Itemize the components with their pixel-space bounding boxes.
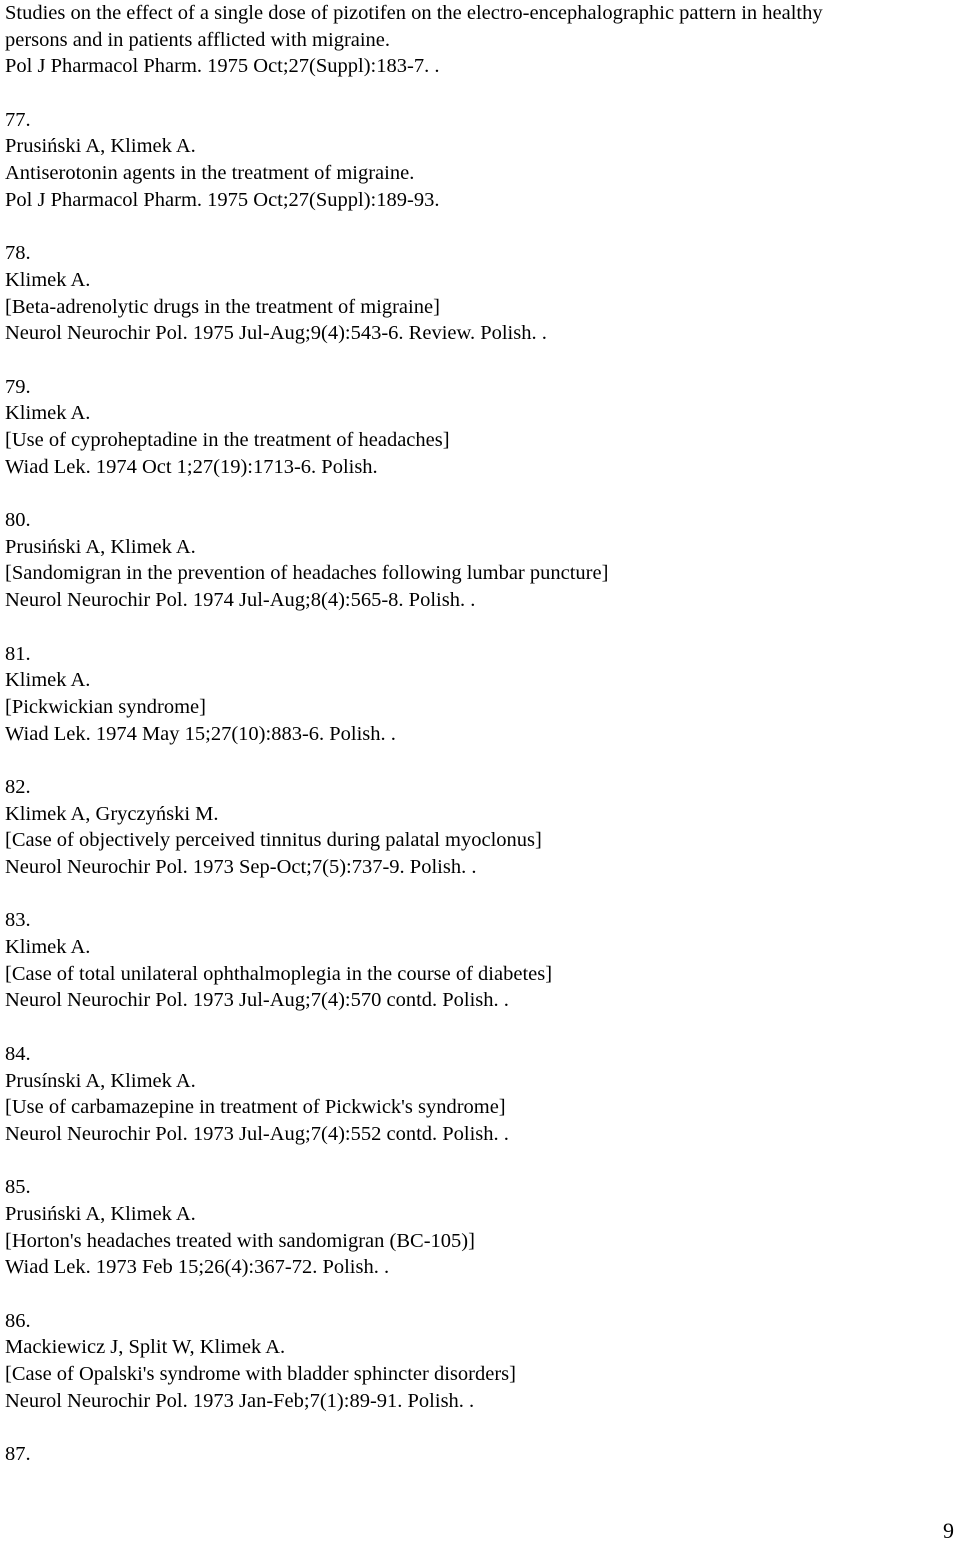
reference-entry: [5, 240, 955, 347]
reference-citation: Neurol Neurochir Pol. 1973 Sep-Oct;7(5):737-9. Polish. .: [5, 856, 477, 878]
reference-title: [Horton's headaches treated with sandomigran (BC-105)]: [5, 1229, 475, 1252]
reference-authors: Prusiński A, Klimek A.: [5, 135, 196, 158]
reference-authors: Klimek A.: [5, 268, 91, 291]
reference-authors: Prusínski A, Klimek A.: [5, 1069, 196, 1092]
reference-citation: Neurol Neurochir Pol. 1973 Jan-Feb;7(1):89-91. Polish. .: [5, 1389, 475, 1412]
reference-number: 84.: [5, 1042, 31, 1065]
reference-authors: Klimek A.: [5, 936, 91, 959]
reference-number: 79.: [5, 375, 31, 398]
reference-citation: Pol J Pharmacol Pharm. 1975 Oct;27(Suppl):183-7. .: [5, 55, 440, 78]
reference-number: 87.: [5, 1443, 31, 1466]
reference-entry: [5, 774, 955, 881]
reference-number: 86.: [5, 1309, 31, 1332]
reference-title: [Beta-adrenolytic drugs in the treatment of migraine]: [5, 295, 440, 318]
reference-entry: [5, 107, 955, 214]
reference-authors: Prusiński A, Klimek A.: [5, 1202, 196, 1225]
reference-entry-continued: [5, 0, 955, 80]
reference-number: 77.: [5, 108, 31, 131]
reference-entry: [5, 641, 955, 748]
reference-entry: [5, 1041, 955, 1148]
reference-title: [Sandomigran in the prevention of headaches following lumbar puncture]: [5, 562, 609, 585]
reference-citation: Pol J Pharmacol Pharm. 1975 Oct;27(Suppl):189-93.: [5, 188, 440, 211]
reference-authors: Klimek A.: [5, 669, 91, 692]
reference-entry: [5, 1174, 955, 1281]
page-number: 9: [943, 1518, 954, 1543]
reference-number: 78.: [5, 242, 31, 265]
reference-number: 81.: [5, 642, 31, 665]
reference-title: [Use of cyproheptadine in the treatment of headaches]: [5, 429, 450, 451]
reference-list: [5, 0, 955, 1468]
reference-citation: Neurol Neurochir Pol. 1973 Jul-Aug;7(4):552 contd. Polish. .: [5, 1122, 509, 1145]
reference-title: Antiserotonin agents in the treatment of migraine.: [5, 162, 415, 185]
reference-title: Studies on the effect of a single dose of pizotifen on the electro-encephalographic pattern in healthy: [5, 2, 823, 24]
reference-authors: Klimek A.: [5, 402, 91, 425]
reference-title: [Use of carbamazepine in treatment of Pickwick's syndrome]: [5, 1096, 506, 1119]
reference-number: 80.: [5, 509, 31, 532]
reference-citation: Neurol Neurochir Pol. 1975 Jul-Aug;9(4):543-6. Review. Polish. .: [5, 322, 547, 345]
reference-title: [Case of total unilateral ophthalmoplegia in the course of diabetes]: [5, 962, 553, 985]
reference-authors: Klimek A, Gryczyński M.: [5, 802, 219, 825]
reference-entry: [5, 907, 955, 1014]
reference-number: 85.: [5, 1176, 31, 1199]
reference-citation: Neurol Neurochir Pol. 1974 Jul-Aug;8(4):565-8. Polish. .: [5, 589, 476, 612]
reference-title: [Pickwickian syndrome]: [5, 695, 206, 718]
reference-authors: Mackiewicz J, Split W, Klimek A.: [5, 1336, 286, 1359]
reference-citation: Neurol Neurochir Pol. 1973 Jul-Aug;7(4):570 contd. Polish. .: [5, 989, 509, 1012]
reference-entry: [5, 507, 955, 614]
reference-citation: Wiad Lek. 1974 Oct 1;27(19):1713-6. Polish.: [5, 455, 378, 478]
reference-title: persons and in patients afflicted with migraine.: [5, 28, 391, 51]
reference-citation: Wiad Lek. 1973 Feb 15;26(4):367-72. Polish. .: [5, 1256, 390, 1279]
reference-title: [Case of Opalski's syndrome with bladder sphincter disorders]: [5, 1363, 516, 1386]
reference-citation: Wiad Lek. 1974 May 15;27(10):883-6. Polish. .: [5, 722, 396, 745]
reference-title: [Case of objectively perceived tinnitus during palatal myoclonus]: [5, 829, 542, 852]
reference-number: 83.: [5, 909, 31, 932]
reference-entry: [5, 1441, 955, 1468]
reference-entry: [5, 374, 955, 481]
reference-number: 82.: [5, 775, 31, 798]
reference-authors: Prusiński A, Klimek A.: [5, 535, 196, 558]
reference-entry: [5, 1308, 955, 1415]
